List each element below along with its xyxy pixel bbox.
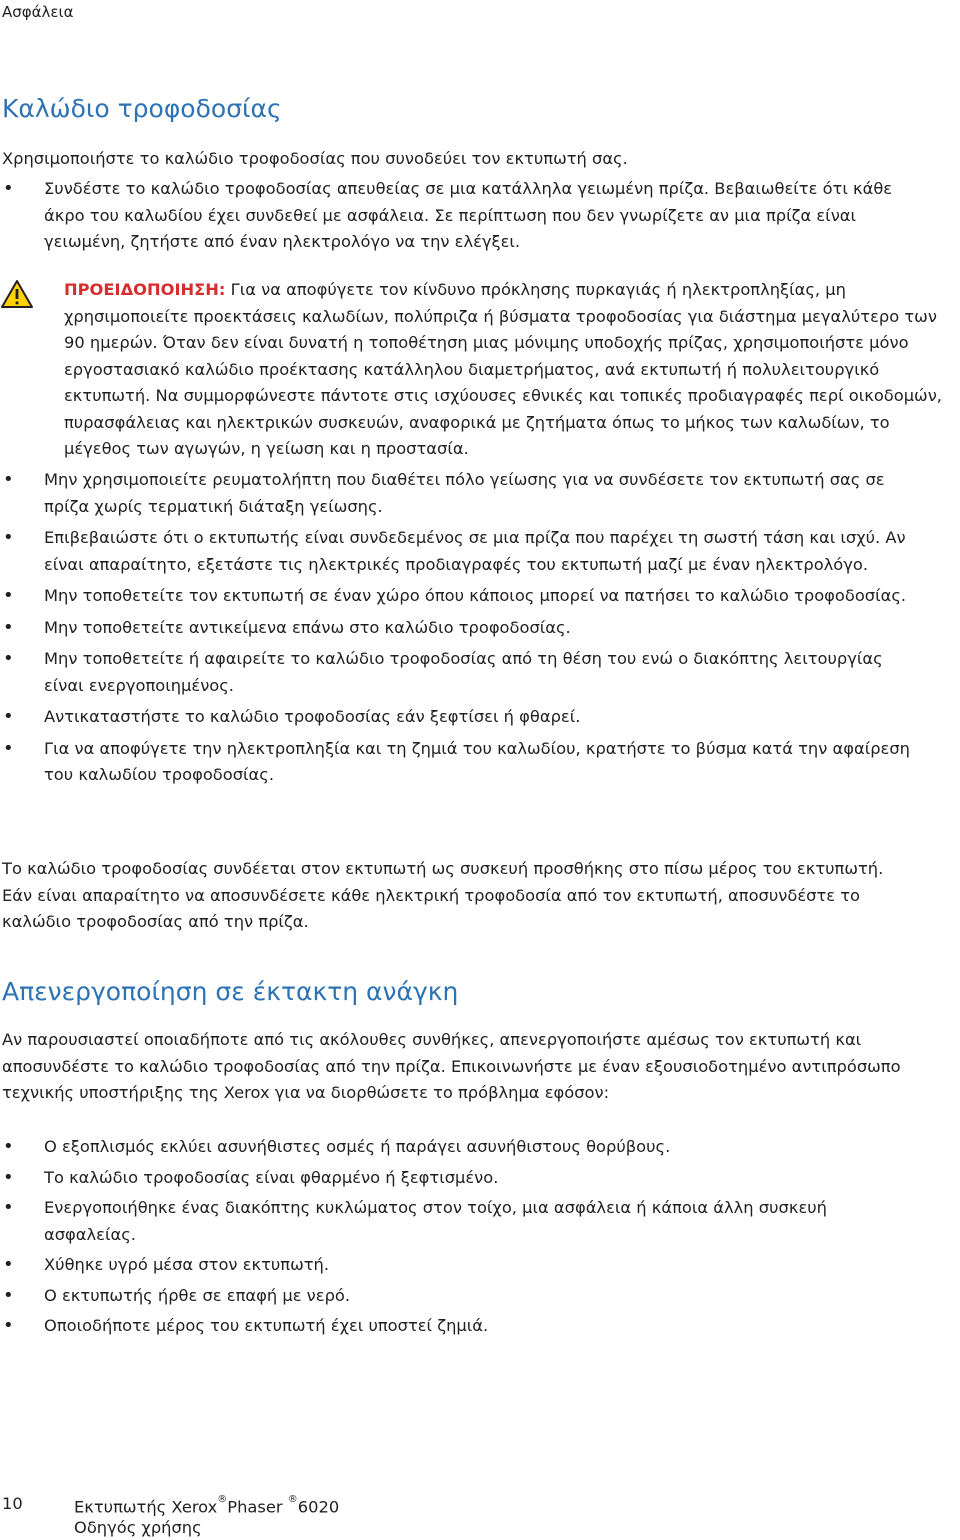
power-cord-heading: Καλώδιο τροφοδοσίας (2, 94, 282, 123)
bullet-icon: • (3, 706, 14, 727)
bullet-icon: • (3, 1315, 14, 1336)
guide-title: Οδηγός χρήσης (74, 1518, 202, 1537)
list-item-text: Ο εκτυπωτής ήρθε σε επαφή με νερό. (44, 1285, 351, 1305)
list-item (0, 1134, 920, 1161)
list-item (0, 525, 920, 578)
bullet-icon: • (3, 1166, 14, 1188)
bullet-icon: • (3, 1254, 14, 1275)
list-item-text: Μην τοποθετείτε αντικείμενα επάνω στο καλώδιο τροφοδοσίας. (44, 617, 571, 637)
bullet-icon: • (3, 1136, 14, 1157)
product-model-name: Phaser (227, 1497, 283, 1517)
running-header: Ασφάλεια (2, 3, 74, 21)
power-cord-intro: Χρησιμοποιήστε το καλώδιο τροφοδοσίας που συνοδεύει τον εκτυπωτή σας. (2, 149, 628, 168)
power-cord-closing: Το καλώδιο τροφοδοσίας συνδέεται στον εκτυπωτή ως συσκευή προσθήκης στο πίσω μέρος του εκτυπωτή. Εάν είναι απαραίτητο να αποσυνδέσετε κάθε ηλεκτρική τροφοδοσία από τον εκτυπωτή, αποσυνδέστε το καλώδιο τροφοδοσίας από την πρίζα. (2, 859, 884, 931)
emergency-heading: Απενεργοποίηση σε έκτακτη ανάγκη (2, 977, 459, 1006)
bullet-icon: • (3, 1197, 14, 1218)
product-model-number: 6020 (297, 1497, 340, 1517)
list-item-text: Ενεργοποιήθηκε ένας διακόπτης κυκλώματος στον τοίχο, μια ασφάλεια ή κάποια άλλη συσκευή ασφαλείας. (44, 1198, 827, 1244)
warning-triangle-icon (0, 279, 34, 309)
list-item (0, 467, 920, 520)
list-item (0, 1165, 920, 1192)
power-cord-bullet-list (0, 467, 920, 789)
list-item-text: Επιβεβαιώστε ότι ο εκτυπωτής είναι συνδεδεμένος σε μια πρίζα που παρέχει τη σωστή τάση και ισχύ. Αν είναι απαραίτητο, εξετάστε τις ηλεκτρικές προδιαγραφές του εκτυπωτή μαζί με έναν ηλεκτρολόγο. (44, 528, 906, 574)
registered-mark: ® (217, 1494, 228, 1505)
list-item-text: Συνδέστε το καλώδιο τροφοδοσίας απευθείας σε μια κατάλληλα γειωμένη πρίζα. Βεβαιωθείτε ότι κάθε άκρο του καλωδίου έχει συνδεθεί με ασφάλεια. Σε περίπτωση που δεν γνωρίζετε αν μια πρίζα είναι γειωμένη, ζητήστε από έναν ηλεκτρολόγο να την ελέγξει. (44, 179, 893, 251)
list-item-text: Για να αποφύγετε την ηλεκτροπληξία και τη ζημιά του καλωδίου, κρατήστε το βύσμα κατά την αφαίρεση του καλωδίου τροφοδοσίας. (44, 738, 910, 784)
list-item (0, 1313, 920, 1340)
list-item-text: Μην τοποθετείτε τον εκτυπωτή σε έναν χώρο όπου κάποιος μπορεί να πατήσει το καλώδιο τροφοδοσίας. (44, 586, 907, 605)
warning-text (64, 277, 948, 463)
list-item (0, 583, 920, 610)
emergency-bullet-list (0, 1134, 920, 1340)
bullet-icon: • (3, 585, 14, 606)
list-item-text: Αντικαταστήστε το καλώδιο τροφοδοσίας εάν ξεφτίσει ή φθαρεί. (44, 707, 581, 726)
list-item (0, 736, 920, 789)
list-item (0, 1252, 920, 1279)
product-prefix: Εκτυπωτής Xerox (74, 1497, 218, 1517)
registered-mark: ® (287, 1494, 298, 1505)
bullet-icon: • (3, 527, 14, 548)
list-item (0, 704, 920, 731)
list-item-text: Μην τοποθετείτε ή αφαιρείτε το καλώδιο τροφοδοσίας από τη θέση του ενώ ο διακόπτης λειτουργίας είναι ενεργοποιημένος. (44, 649, 883, 695)
bullet-icon: • (3, 648, 14, 669)
list-item-text: Χύθηκε υγρό μέσα στον εκτυπωτή. (44, 1255, 330, 1274)
bullet-icon: • (3, 178, 14, 199)
power-cord-first-bullet-list (0, 176, 920, 256)
page-number: 10 (2, 1494, 23, 1513)
list-item (0, 176, 920, 256)
bullet-icon: • (3, 737, 14, 759)
warning-body: Για να αποφύγετε τον κίνδυνο πρόκλησης πυρκαγιάς ή ηλεκτροπληξίας, μη χρησιμοποιείτε προεκτάσεις καλωδίων, πολύπριζα ή βύσματα τροφοδοσίας για διάστημα μεγαλύτερο των 90 ημερών. Όταν δεν είναι δυνατή η τοποθέτηση μιας μόνιμης υποδοχής πρίζας, χρησιμοποιήστε μόνο εργοστασιακό καλώδιο προέκτασης κατάλληλου διαμετρήματος, ανά εκτυπωτή ή πολυλειτουργικό εκτυπωτή. Να συμμορφώνεστε πάντοτε στις ισχύουσες εθνικές και τοπικές προδιαγραφές περί οικοδομών, πυρασφάλειας και ηλεκτρικών συσκευών, αναφορικά με ζητήματα όπως το μήκος των καλωδίων, το μέγεθος των αγωγών, η γείωση και η προστασία. (64, 280, 942, 458)
list-item-text: Ο εξοπλισμός εκλύει ασυνήθιστες οσμές ή παράγει ασυνήθιστους θορύβους. (44, 1137, 671, 1156)
bullet-icon: • (3, 469, 14, 490)
list-item-text: Το καλώδιο τροφοδοσίας είναι φθαρμένο ή ξεφτισμένο. (44, 1167, 499, 1187)
warning-label: ΠΡΟΕΙΔΟΠΟΙΗΣΗ: (64, 280, 226, 299)
bullet-icon: • (3, 1284, 14, 1306)
bullet-icon: • (3, 616, 14, 638)
list-item (0, 646, 920, 699)
list-item (0, 615, 920, 642)
list-item-text: Οποιοδήποτε μέρος του εκτυπωτή έχει υποστεί ζημιά. (44, 1316, 489, 1335)
list-item (0, 1283, 920, 1310)
list-item (0, 1195, 920, 1248)
emergency-intro: Αν παρουσιαστεί οποιαδήποτε από τις ακόλουθες συνθήκες, απενεργοποιήστε αμέσως τον εκτυπωτή και αποσυνδέστε το καλώδιο τροφοδοσίας από την πρίζα. Επικοινωνήστε με έναν εξουσιοδοτημένο αντιπρόσωπο τεχνικής υποστήριξης της Xerox για να διορθώσετε το πρόβλημα εφόσον: (2, 1030, 901, 1102)
list-item-text: Μην χρησιμοποιείτε ρευματολήπτη που διαθέτει πόλο γείωσης για να συνδέσετε τον εκτυπωτή σας σε πρίζα χωρίς τερματική διάταξη γείωσης. (44, 470, 885, 516)
